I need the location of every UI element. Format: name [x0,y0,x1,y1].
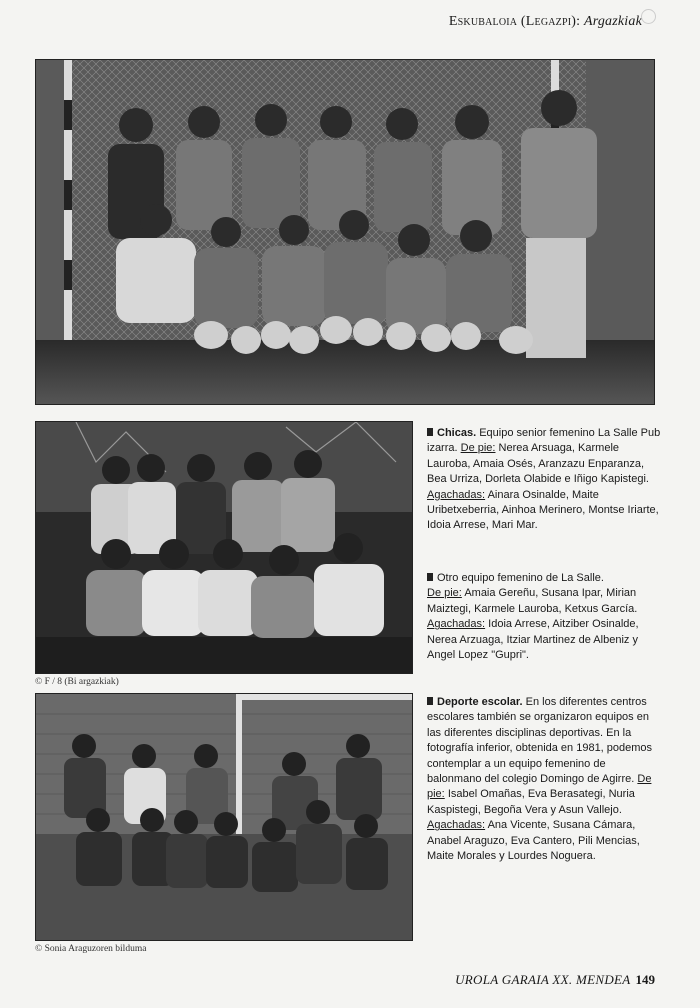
bullet-square-icon [427,428,433,436]
team-photo-school [35,693,413,941]
caption-intro: Equipo senior femenino La Salle Pub izarra. [427,427,661,455]
caption-standing-names: Isabel Omañas, Eva Berasategi, Nuria Kaspistegi, Begoña Vera y Asun Vallejo. [427,788,635,816]
caption-crouching-label: Agachadas: [427,488,486,501]
team-photo-senior [35,59,655,405]
photo-credit-bottom: © Sonia Araguzoren bilduma [35,944,147,954]
corner-stamp-icon [641,9,656,24]
page-footer [455,972,655,988]
caption-standing-label: De pie: [427,587,462,600]
caption-crouching-label: Agachadas: [427,618,486,631]
caption-intro: Otro equipo femenino de La Salle. [437,572,604,584]
caption-other-team [427,571,662,663]
photo-credit-middle: © F / 8 (Bi argazkiak) [35,677,119,687]
caption-standing-label: De pie: [427,773,652,801]
caption-lead: Chicas. [437,427,477,439]
caption-lead: Deporte escolar. [437,696,523,708]
team-photo-la-salle [35,421,413,674]
header-section: Argazkiak [583,14,642,29]
page-number: 149 [635,972,655,987]
caption-standing-names: Nerea Arsuaga, Karmele Lauroba, Amaia Osés, Aranzazu Enparanza, Bea Urriza, Dorleta Olabide e Iñigo Kapistegi. [427,442,649,486]
footer-publication: UROLA GARAIA XX. MENDEA [455,972,631,987]
caption-crouching-label: Agachadas: [427,819,486,832]
running-header [449,14,642,30]
caption-crouching-names: Ainara Osinalde, Maite Uribetxeberria, Ainhoa Merinero, Montse Iriarte, Idoia Arrese, Mari Mar. [427,488,659,532]
caption-crouching-names: Ana Vicente, Susana Cámara, Anabel Araguzo, Eva Cantero, Pili Mencias, Maite Morales y Lourdes Noguera. [427,819,640,863]
caption-standing-label: De pie: [460,442,496,455]
caption-intro: En los diferentes centros escolares también se organizaron equipos en las diferentes disciplinas deportivas. En la fotografía inferior, obtenida en 1981, podemos contemplar a un equipo femenino de balonmano del colegio Domingo de Agirre. [427,696,653,786]
caption-standing-names: Amaia Gereñu, Susana Ipar, Mirian Maiztegi, Karmele Lauroba, Ketxus García. [427,587,638,615]
caption-crouching-names: Idoia Arrese, Aitziber Osinalde, Nerea Arzuaga, Itziar Martinez de Albeniz y Angel Lopez "Gupri". [427,618,639,662]
header-site: Eskubaloia (Legazpi): [448,14,581,29]
bullet-square-icon [427,697,433,705]
caption-senior-team [427,426,662,534]
caption-school-sports [427,695,662,864]
bullet-square-icon [427,573,433,581]
